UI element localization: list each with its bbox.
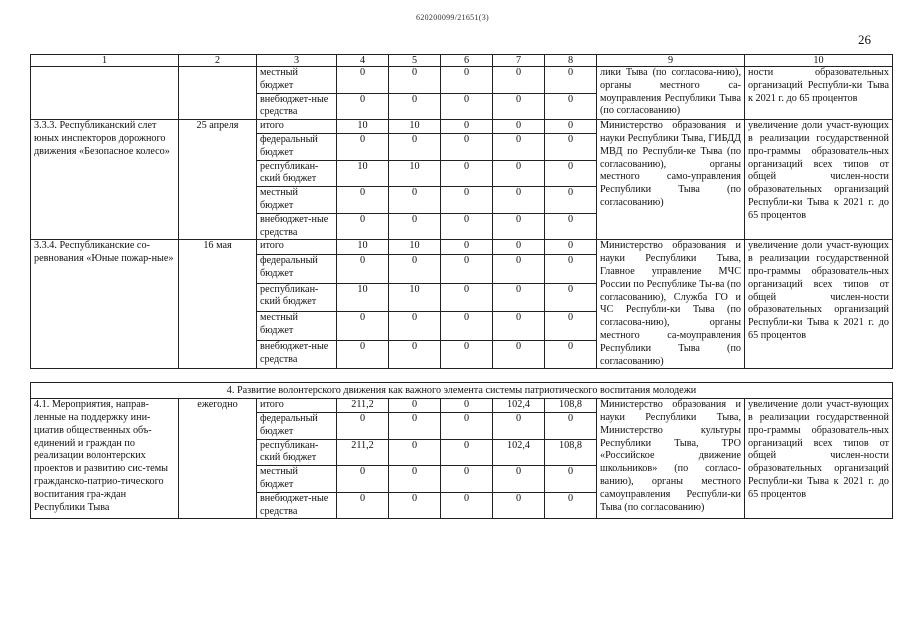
- amount-cell: 0: [545, 67, 597, 94]
- funding-source-cell: местный бюджет: [257, 67, 337, 94]
- result-cell: ности образовательных организаций Республи-ки Тыва к 2021 г. до 65 процентов: [745, 67, 893, 120]
- header-cell: 7: [493, 55, 545, 67]
- amount-cell: 0: [441, 283, 493, 312]
- header-cell: 3: [257, 55, 337, 67]
- funding-source-cell: республикан-ский бюджет: [257, 283, 337, 312]
- executors-cell: лики Тыва (по согласова-нию), органы местного са-моуправления Республики Тыва (по согласованию): [597, 67, 745, 120]
- funding-source-cell: местный бюджет: [257, 466, 337, 493]
- amount-cell: 0: [441, 255, 493, 284]
- amount-cell: 211,2: [337, 439, 389, 466]
- table-row: [31, 399, 893, 413]
- amount-cell: 0: [493, 67, 545, 94]
- funding-source-cell: федеральный бюджет: [257, 133, 337, 160]
- amount-cell: 10: [389, 240, 441, 255]
- amount-cell: 0: [545, 466, 597, 493]
- amount-cell: 0: [545, 492, 597, 519]
- table-row: [31, 67, 893, 94]
- table-row: [31, 240, 893, 255]
- header-cell: 9: [597, 55, 745, 67]
- amount-cell: 0: [389, 93, 441, 120]
- amount-cell: 0: [493, 240, 545, 255]
- amount-cell: 0: [441, 240, 493, 255]
- amount-cell: 0: [389, 439, 441, 466]
- amount-cell: 0: [389, 492, 441, 519]
- executors-cell: Министерство образования и науки Республики Тыва, Главное управление МЧС России по Республике Ты-ва (по согласованию), Служба ГО и ЧС Республи-ки Тыва (по согласова-нию), органы местного са-моуправления Республики Тыва (по согласованию): [597, 240, 745, 369]
- amount-cell: 0: [441, 120, 493, 134]
- amount-cell: 0: [337, 213, 389, 240]
- amount-cell: 211,2: [337, 399, 389, 413]
- amount-cell: 0: [389, 340, 441, 369]
- header-cell: 1: [31, 55, 179, 67]
- amount-cell: 0: [545, 340, 597, 369]
- header-cell: 2: [179, 55, 257, 67]
- result-cell: увеличение доли участ-вующих в реализации государственной про-граммы образователь-ных организаций всех типов от общей числен-ности образовательных организаций Республи-ки Тыва к 2021 г. до 65 процентов: [745, 120, 893, 240]
- amount-cell: 0: [493, 120, 545, 134]
- amount-cell: 0: [493, 492, 545, 519]
- amount-cell: 0: [337, 133, 389, 160]
- funding-source-cell: внебюджет-ные средства: [257, 340, 337, 369]
- section-row: [31, 383, 893, 399]
- amount-cell: 0: [337, 492, 389, 519]
- amount-cell: 0: [441, 340, 493, 369]
- amount-cell: 0: [337, 340, 389, 369]
- amount-cell: 0: [441, 466, 493, 493]
- amount-cell: 10: [389, 283, 441, 312]
- activity-name-cell: 3.3.4. Республиканские со-ревнования «Юные пожар-ные»: [31, 240, 179, 369]
- document-id: 620200099/21651(3): [416, 13, 489, 22]
- funding-source-cell: итого: [257, 399, 337, 413]
- amount-cell: 0: [337, 466, 389, 493]
- activity-name-cell: 3.3.3. Республиканский слет юных инспекторов дорожного движения «Безопасное колесо»: [31, 120, 179, 240]
- spacer-row: [31, 369, 893, 383]
- amount-cell: 0: [545, 133, 597, 160]
- funding-source-cell: внебюджет-ные средства: [257, 213, 337, 240]
- funding-source-cell: итого: [257, 240, 337, 255]
- amount-cell: 0: [545, 213, 597, 240]
- header-cell: 8: [545, 55, 597, 67]
- amount-cell: 0: [389, 213, 441, 240]
- amount-cell: 0: [493, 412, 545, 439]
- date-cell: [179, 67, 257, 120]
- amount-cell: 0: [441, 439, 493, 466]
- amount-cell: 0: [545, 120, 597, 134]
- amount-cell: 0: [337, 93, 389, 120]
- program-table: [30, 54, 893, 519]
- amount-cell: 0: [389, 312, 441, 341]
- amount-cell: 0: [441, 93, 493, 120]
- amount-cell: 0: [441, 312, 493, 341]
- funding-source-cell: внебюджет-ные средства: [257, 93, 337, 120]
- amount-cell: 0: [545, 255, 597, 284]
- amount-cell: 0: [493, 93, 545, 120]
- funding-source-cell: местный бюджет: [257, 187, 337, 214]
- amount-cell: 0: [493, 187, 545, 214]
- amount-cell: 0: [389, 412, 441, 439]
- amount-cell: 0: [337, 187, 389, 214]
- activity-name-cell: 4.1. Мероприятия, направ-ленные на поддержку ини-циатив общественных объ-единений и граждан по реализации волонтерских проектов и развитию сис-темы гражданско-патрио-тического воспитания гра-ждан Республики Тыва: [31, 399, 179, 519]
- funding-source-cell: федеральный бюджет: [257, 255, 337, 284]
- amount-cell: 0: [441, 492, 493, 519]
- spacer-cell: [31, 369, 893, 383]
- amount-cell: 0: [389, 255, 441, 284]
- amount-cell: 0: [545, 160, 597, 187]
- funding-source-cell: внебюджет-ные средства: [257, 492, 337, 519]
- amount-cell: 0: [545, 283, 597, 312]
- amount-cell: 0: [441, 213, 493, 240]
- amount-cell: 102,4: [493, 399, 545, 413]
- section-title: 4. Развитие волонтерского движения как важного элемента системы патриотического воспитания молодежи: [31, 383, 893, 399]
- table-body: [31, 55, 893, 519]
- executors-cell: Министерство образования и науки Республики Тыва, Министерство культуры Республики Тыва, ТРО «Российское движение школьников» (по согласо-ванию), органы местного самоуправления Республи-ки Тыва (по согласованию): [597, 399, 745, 519]
- amount-cell: 0: [441, 412, 493, 439]
- amount-cell: 0: [337, 67, 389, 94]
- amount-cell: 0: [389, 133, 441, 160]
- amount-cell: 10: [337, 120, 389, 134]
- page-number: 26: [858, 32, 871, 47]
- amount-cell: 0: [493, 312, 545, 341]
- amount-cell: 10: [337, 160, 389, 187]
- amount-cell: 0: [337, 412, 389, 439]
- table-row: [31, 120, 893, 134]
- funding-source-cell: федеральный бюджет: [257, 412, 337, 439]
- header-cell: 5: [389, 55, 441, 67]
- header-cell: 4: [337, 55, 389, 67]
- amount-cell: 108,8: [545, 399, 597, 413]
- funding-source-cell: республикан-ский бюджет: [257, 439, 337, 466]
- amount-cell: 10: [389, 160, 441, 187]
- amount-cell: 0: [493, 466, 545, 493]
- funding-source-cell: итого: [257, 120, 337, 134]
- amount-cell: 0: [441, 399, 493, 413]
- date-cell: 16 мая: [179, 240, 257, 369]
- amount-cell: 0: [493, 283, 545, 312]
- executors-cell: Министерство образования и науки Республики Тыва, ГИБДД МВД по Республи-ке Тыва (по согласованию), органы местного само-управления Республики Тыва (по согласованию): [597, 120, 745, 240]
- amount-cell: 0: [389, 399, 441, 413]
- amount-cell: 0: [441, 67, 493, 94]
- amount-cell: 10: [337, 283, 389, 312]
- amount-cell: 10: [337, 240, 389, 255]
- amount-cell: 0: [337, 255, 389, 284]
- header-cell: 10: [745, 55, 893, 67]
- amount-cell: 0: [389, 466, 441, 493]
- amount-cell: 10: [389, 120, 441, 134]
- date-cell: 25 апреля: [179, 120, 257, 240]
- amount-cell: 0: [441, 133, 493, 160]
- amount-cell: 0: [545, 240, 597, 255]
- amount-cell: 0: [545, 187, 597, 214]
- amount-cell: 0: [545, 312, 597, 341]
- amount-cell: 0: [337, 312, 389, 341]
- funding-source-cell: республикан-ский бюджет: [257, 160, 337, 187]
- amount-cell: 108,8: [545, 439, 597, 466]
- funding-source-cell: местный бюджет: [257, 312, 337, 341]
- amount-cell: 0: [493, 213, 545, 240]
- header-row: [31, 55, 893, 67]
- amount-cell: 0: [545, 93, 597, 120]
- amount-cell: 0: [493, 133, 545, 160]
- amount-cell: 0: [389, 67, 441, 94]
- amount-cell: 0: [545, 412, 597, 439]
- amount-cell: 0: [493, 160, 545, 187]
- amount-cell: 0: [493, 340, 545, 369]
- amount-cell: 102,4: [493, 439, 545, 466]
- amount-cell: 0: [389, 187, 441, 214]
- amount-cell: 0: [441, 160, 493, 187]
- amount-cell: 0: [493, 255, 545, 284]
- activity-name-cell: [31, 67, 179, 120]
- result-cell: увеличение доли участ-вующих в реализации государственной про-граммы образователь-ных организаций всех типов от общей числен-ности образовательных организаций Республи-ки Тыва к 2021 г. до 65 процентов: [745, 240, 893, 369]
- date-cell: ежегодно: [179, 399, 257, 519]
- result-cell: увеличение доли участ-вующих в реализации государственной про-граммы образователь-ных организаций всех типов от общей числен-ности образовательных организаций Республи-ки Тыва к 2021 г. до 65 процентов: [745, 399, 893, 519]
- amount-cell: 0: [441, 187, 493, 214]
- header-cell: 6: [441, 55, 493, 67]
